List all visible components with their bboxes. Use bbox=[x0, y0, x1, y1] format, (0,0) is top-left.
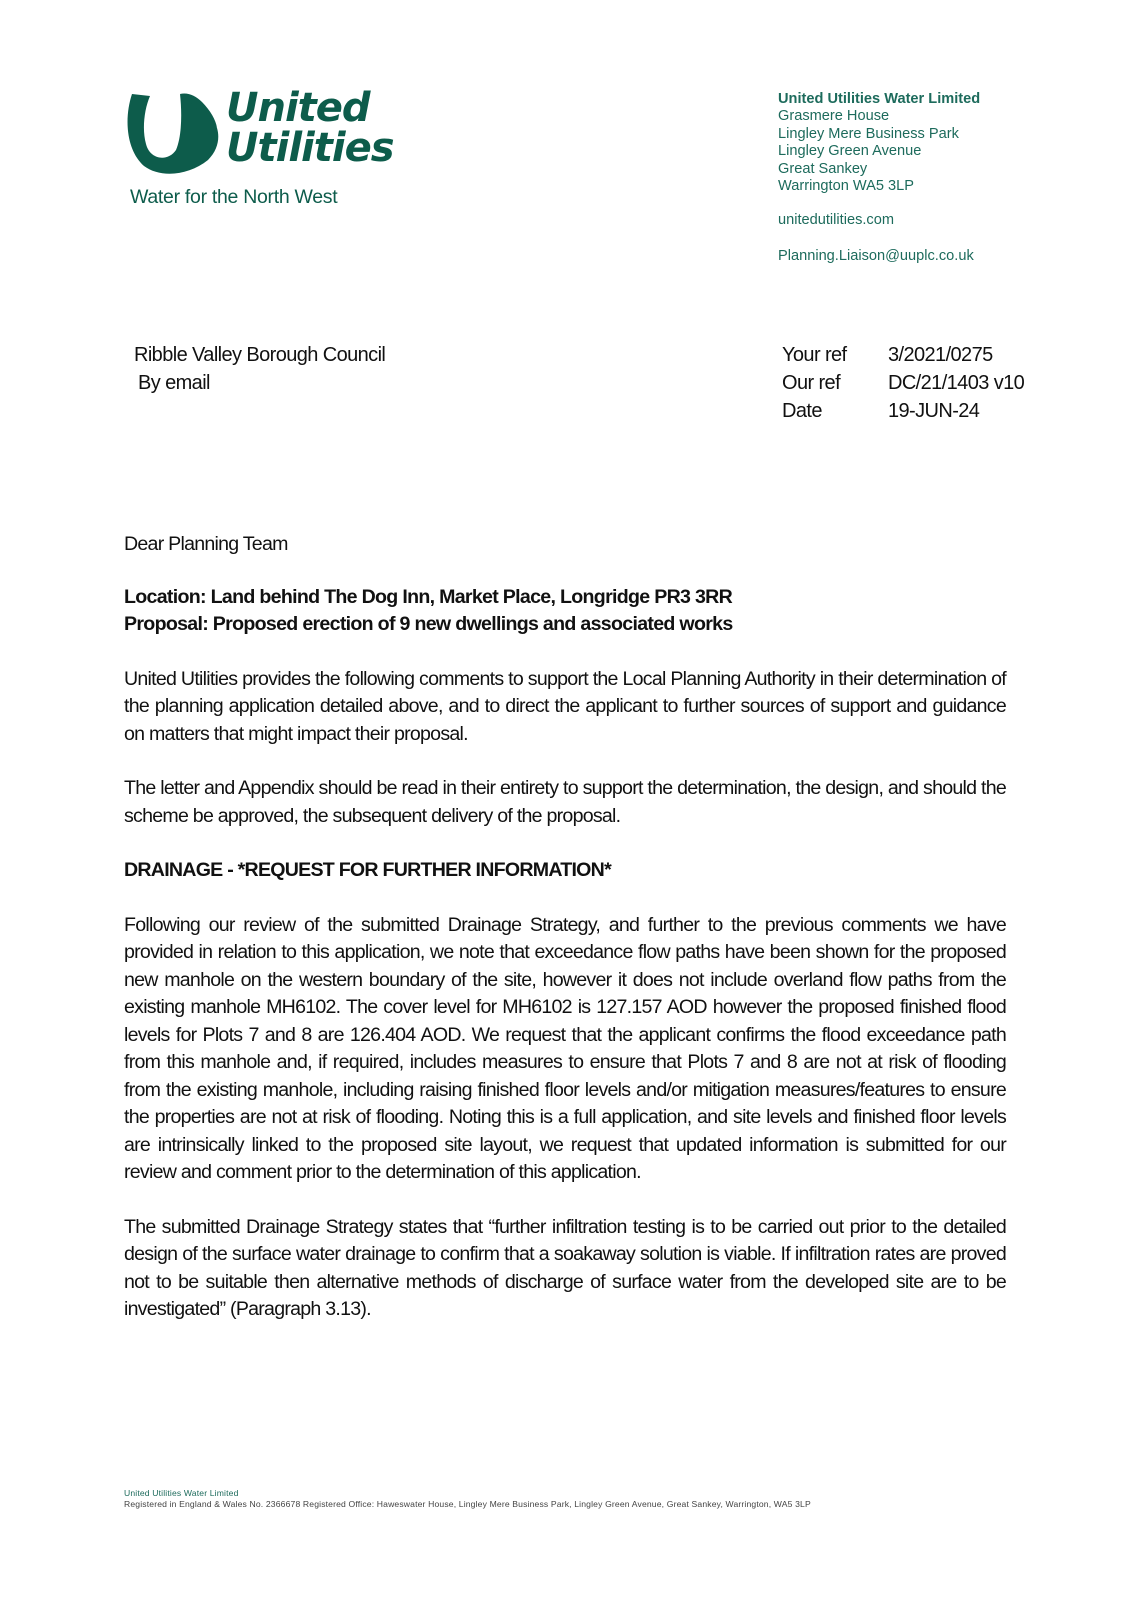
reference-label: Your ref bbox=[782, 344, 847, 366]
reference-value: DC/21/1403 v10 bbox=[888, 372, 1025, 394]
footer-company: United Utilities Water Limited bbox=[124, 1488, 239, 1498]
body-paragraph: The submitted Drainage Strategy states that “further infiltration testing is to be carried out prior to the detailed design of the surface water drainage to confirm that a soakaway solution is viable. If infiltration rates are proved not to be suitable then alternative methods of discharge of surface water from the developed site are to be investigated” (Paragraph 3.13). bbox=[124, 1215, 1006, 1320]
brand-name-line1: United bbox=[226, 85, 370, 131]
reference-value: 19-JUN-24 bbox=[888, 400, 980, 422]
reference-label: Our ref bbox=[782, 372, 841, 394]
reference-row bbox=[782, 397, 1024, 425]
sender-address-line: Lingley Green Avenue bbox=[778, 143, 922, 160]
references-block bbox=[782, 341, 1024, 425]
recipient-delivery: By email bbox=[138, 372, 210, 394]
brand-tagline: Water for the North West bbox=[130, 186, 338, 208]
proposal-line: Proposal: Proposed erection of 9 new dwellings and associated works bbox=[124, 613, 733, 635]
sender-address-line: Warrington WA5 3LP bbox=[778, 178, 914, 195]
sender-website-link[interactable]: unitedutilities.com bbox=[778, 212, 894, 229]
brand-logo bbox=[122, 85, 394, 216]
page-footer bbox=[124, 1488, 811, 1509]
body-paragraph: Following our review of the submitted Drainage Strategy, and further to the previous comments we have provided in relation to this application, we note that exceedance flow paths have been shown for the proposed new manhole on the western boundary of the site, however it does not include overland flow paths from the existing manhole MH6102. The cover level for MH6102 is 127.157 AOD however the proposed finished flood levels for Plots 7 and 8 are 126.404 AOD. We request that the applicant confirms the flood exceedance path from this manhole and, if required, includes measures to ensure that Plots 7 and 8 are not at risk of flooding from the existing manhole, including raising finished floor levels and/or mitigation measures/features to ensure the properties are not at risk of flooding. Noting this is a full application, and site levels and finished floor levels are intrinsically linked to the proposed site layout, we request that updated information is submitted for our review and comment prior to the determination of this application. bbox=[124, 913, 1006, 1183]
sender-address-block bbox=[778, 91, 980, 265]
brand-wordmark bbox=[226, 85, 394, 171]
reference-row bbox=[782, 369, 1024, 397]
letter-body bbox=[124, 531, 1006, 1351]
sender-address-line: Lingley Mere Business Park bbox=[778, 125, 959, 142]
footer-registration: Registered in England & Wales No. 2366678 Registered Office: Haweswater House, Lingley Mere Business Park, Lingley Green Avenue, Great Sankey, Warrington, WA5 3LP bbox=[124, 1498, 811, 1509]
recipient-block bbox=[134, 341, 385, 397]
brand-name-line2: Utilities bbox=[226, 125, 394, 171]
subject-block bbox=[124, 584, 1006, 639]
reference-label: Date bbox=[782, 400, 822, 422]
recipient-name: Ribble Valley Borough Council bbox=[134, 344, 386, 366]
reference-value: 3/2021/0275 bbox=[888, 344, 993, 366]
section-heading-drainage: DRAINAGE - *REQUEST FOR FURTHER INFORMATION* bbox=[124, 859, 611, 881]
location-line: Location: Land behind The Dog Inn, Market Place, Longridge PR3 3RR bbox=[124, 585, 733, 608]
sender-address-line: Great Sankey bbox=[778, 160, 868, 177]
salutation: Dear Planning Team bbox=[124, 533, 288, 555]
body-paragraph: United Utilities provides the following comments to support the Local Planning Authority in their determination of the planning application detailed above, and to direct the applicant to further sources of support and guidance on matters that might impact their proposal. bbox=[124, 667, 1006, 745]
sender-company: United Utilities Water Limited bbox=[778, 91, 981, 107]
sender-email-link[interactable]: Planning.Liaison@uuplc.co.uk bbox=[778, 247, 974, 264]
sender-address-line: Grasmere House bbox=[778, 108, 890, 125]
united-utilities-u-logo-icon bbox=[122, 88, 222, 176]
reference-row bbox=[782, 341, 1024, 369]
body-paragraph: The letter and Appendix should be read in their entirety to support the determination, the design, and should the scheme be approved, the subsequent delivery of the proposal. bbox=[124, 777, 1006, 827]
